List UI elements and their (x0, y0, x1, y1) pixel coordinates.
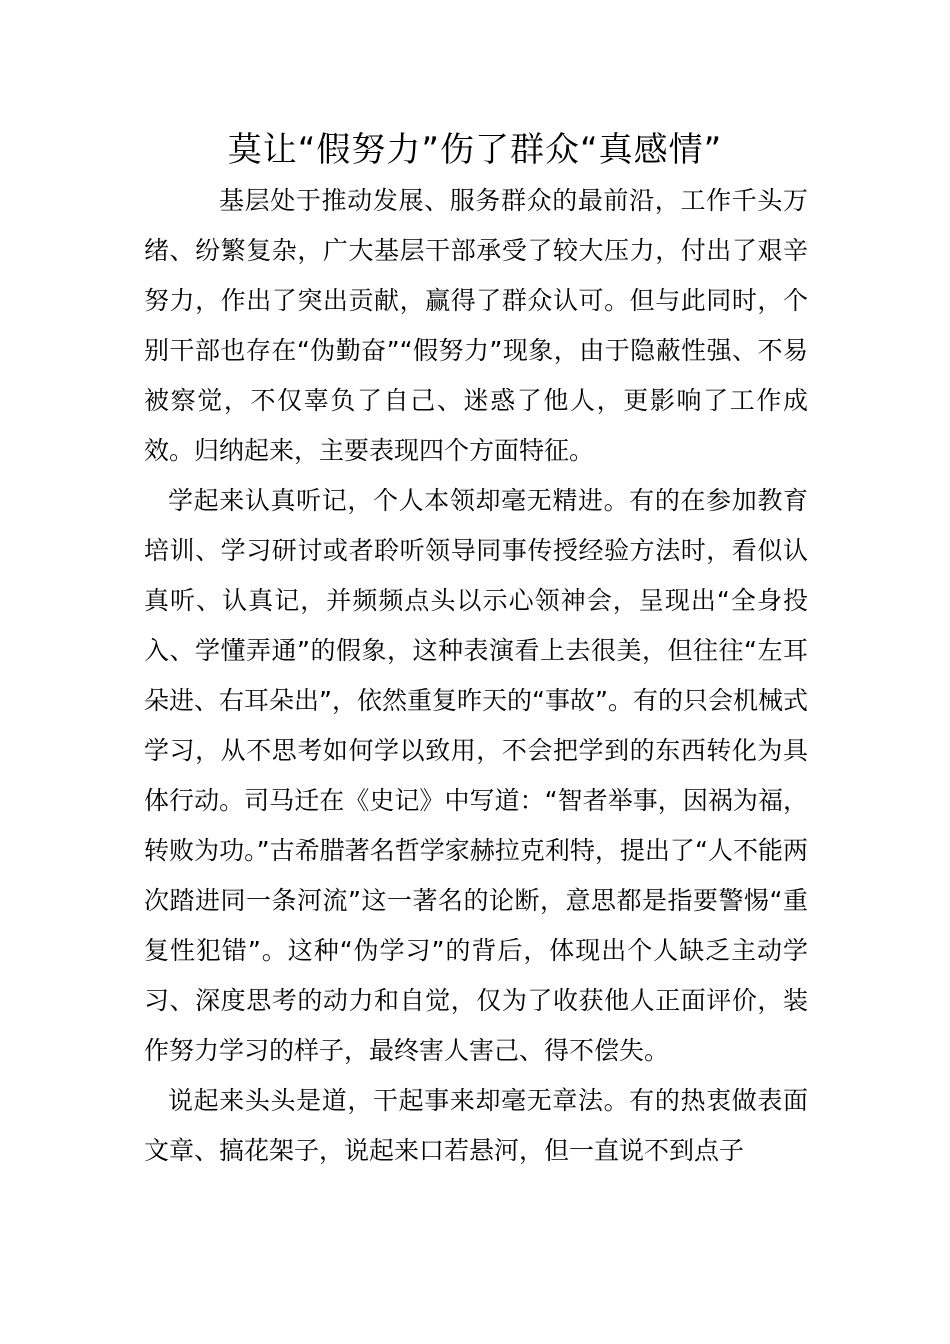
paragraph-study: 学起来认真听记，个人本领却毫无精进。有的在参加教育培训、学习研讨或者聆听领导同事传授经验方法时，看似认真听、认真记，并频频点头以示心领神会，呈现出“全身投入、学懂弄通”的假象，这种表演看上去很美，但往往“左耳朵进、右耳朵出”，依然重复昨天的“事故”。有的只会机械式学习，从不思考如何学以致用，不会把学到的东西转化为具体行动。司马迁在《史记》中写道：“智者举事，因祸为福，转败为功。”古希腊著名哲学家赫拉克利特，提出了“人不能两次踏进同一条河流”这一著名的论断，意思都是指要警惕“重复性犯错”。这种“伪学习”的背后，体现出个人缺乏主动学习、深度思考的动力和自觉，仅为了收获他人正面评价，装作努力学习的样子，最终害人害己、得不偿失。 (144, 486, 808, 1065)
paragraph-intro: 基层处于推动发展、服务群众的最前沿，工作千头万绪、纷繁复杂，广大基层干部承受了较大压力，付出了艰辛努力，作出了突出贡献，赢得了群众认可。但与此同时，个别干部也存在“伪勤奋”“假努力”现象，由于隐蔽性强、不易被察觉，不仅辜负了自己、迷惑了他人，更影响了工作成效。归纳起来，主要表现四个方面特征。 (144, 186, 808, 465)
document-title: 莫让“假努力”伤了群众“真感情” (227, 130, 723, 170)
document-body (144, 176, 808, 1176)
paragraph-talk: 说起来头头是道，干起事来却毫无章法。有的热衷做表面文章、搞花架子，说起来口若悬河，但一直说不到点子 (144, 1086, 808, 1165)
